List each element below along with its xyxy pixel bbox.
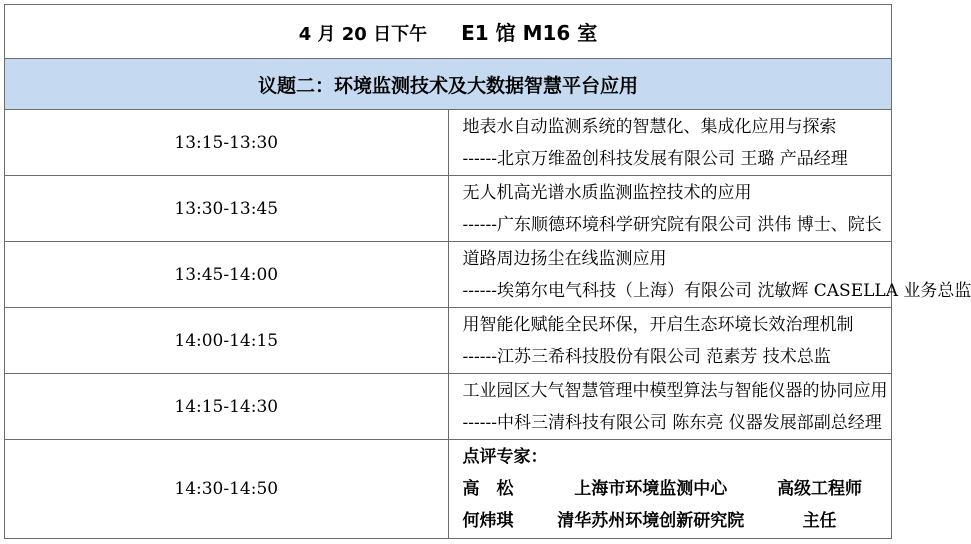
- agenda-sheet: [4, 4, 971, 540]
- table-row: [5, 374, 892, 440]
- session-speaker: ------埃第尔电气科技（上海）有限公司 沈敏辉 CASELLA 业务总监: [462, 280, 971, 301]
- session-content: [448, 110, 892, 176]
- header-row: [5, 5, 892, 59]
- session-speaker: ------中科三清科技有限公司 陈东亮 仪器发展部副总经理: [462, 412, 882, 433]
- session-time: 13:15-13:30: [5, 110, 449, 176]
- agenda-table: [4, 4, 971, 539]
- session-speaker: ------江苏三希科技股份有限公司 范素芳 技术总监: [462, 346, 831, 367]
- session-venue: E1 馆 M16 室: [461, 21, 598, 45]
- expert-row: [463, 505, 892, 537]
- expert-organization: 清华苏州环境创新研究院: [557, 511, 745, 531]
- session-title: 无人机高光谱水质监测监控技术的应用: [462, 182, 752, 203]
- session-title: 地表水自动监测系统的智慧化、集成化应用与探索: [462, 116, 837, 137]
- session-time: 14:00-14:15: [5, 308, 449, 374]
- topic-title: 议题二：环境监测技术及大数据智慧平台应用: [5, 59, 892, 110]
- session-content: [448, 308, 892, 374]
- table-row: [5, 110, 892, 176]
- expert-row: [463, 473, 892, 505]
- review-title: 点评专家：: [462, 447, 548, 467]
- session-time: 13:45-14:00: [5, 242, 449, 308]
- expert-role: 主任: [802, 511, 837, 531]
- table-row: [5, 242, 892, 308]
- expert-name: 高 松: [462, 479, 514, 499]
- header-cell: [5, 5, 892, 59]
- table-row: [5, 176, 892, 242]
- review-content: [448, 440, 892, 539]
- session-time: 14:15-14:30: [5, 374, 449, 440]
- review-row: [5, 440, 892, 539]
- session-content: [448, 176, 892, 242]
- session-content: [448, 242, 971, 308]
- session-speaker: ------北京万维盈创科技发展有限公司 王璐 产品经理: [462, 148, 848, 169]
- expert-name: 何炜琪: [462, 511, 514, 531]
- expert-organization: 上海市环境监测中心: [574, 479, 728, 499]
- topic-row: [5, 59, 892, 110]
- table-row: [5, 308, 892, 374]
- session-speaker: ------广东顺德环境科学研究院有限公司 洪伟 博士、院长: [462, 214, 882, 235]
- review-time: 14:30-14:50: [5, 440, 449, 539]
- session-title: 道路周边扬尘在线监测应用: [462, 248, 667, 269]
- session-date: 4 月 20 日下午: [298, 24, 428, 45]
- expert-role: 高级工程师: [777, 479, 863, 499]
- session-title: 用智能化赋能全民环保，开启生态环境长效治理机制: [462, 314, 854, 335]
- session-time: 13:30-13:45: [5, 176, 449, 242]
- session-title: 工业园区大气智慧管理中模型算法与智能仪器的协同应用: [462, 380, 888, 401]
- session-content: [448, 374, 892, 440]
